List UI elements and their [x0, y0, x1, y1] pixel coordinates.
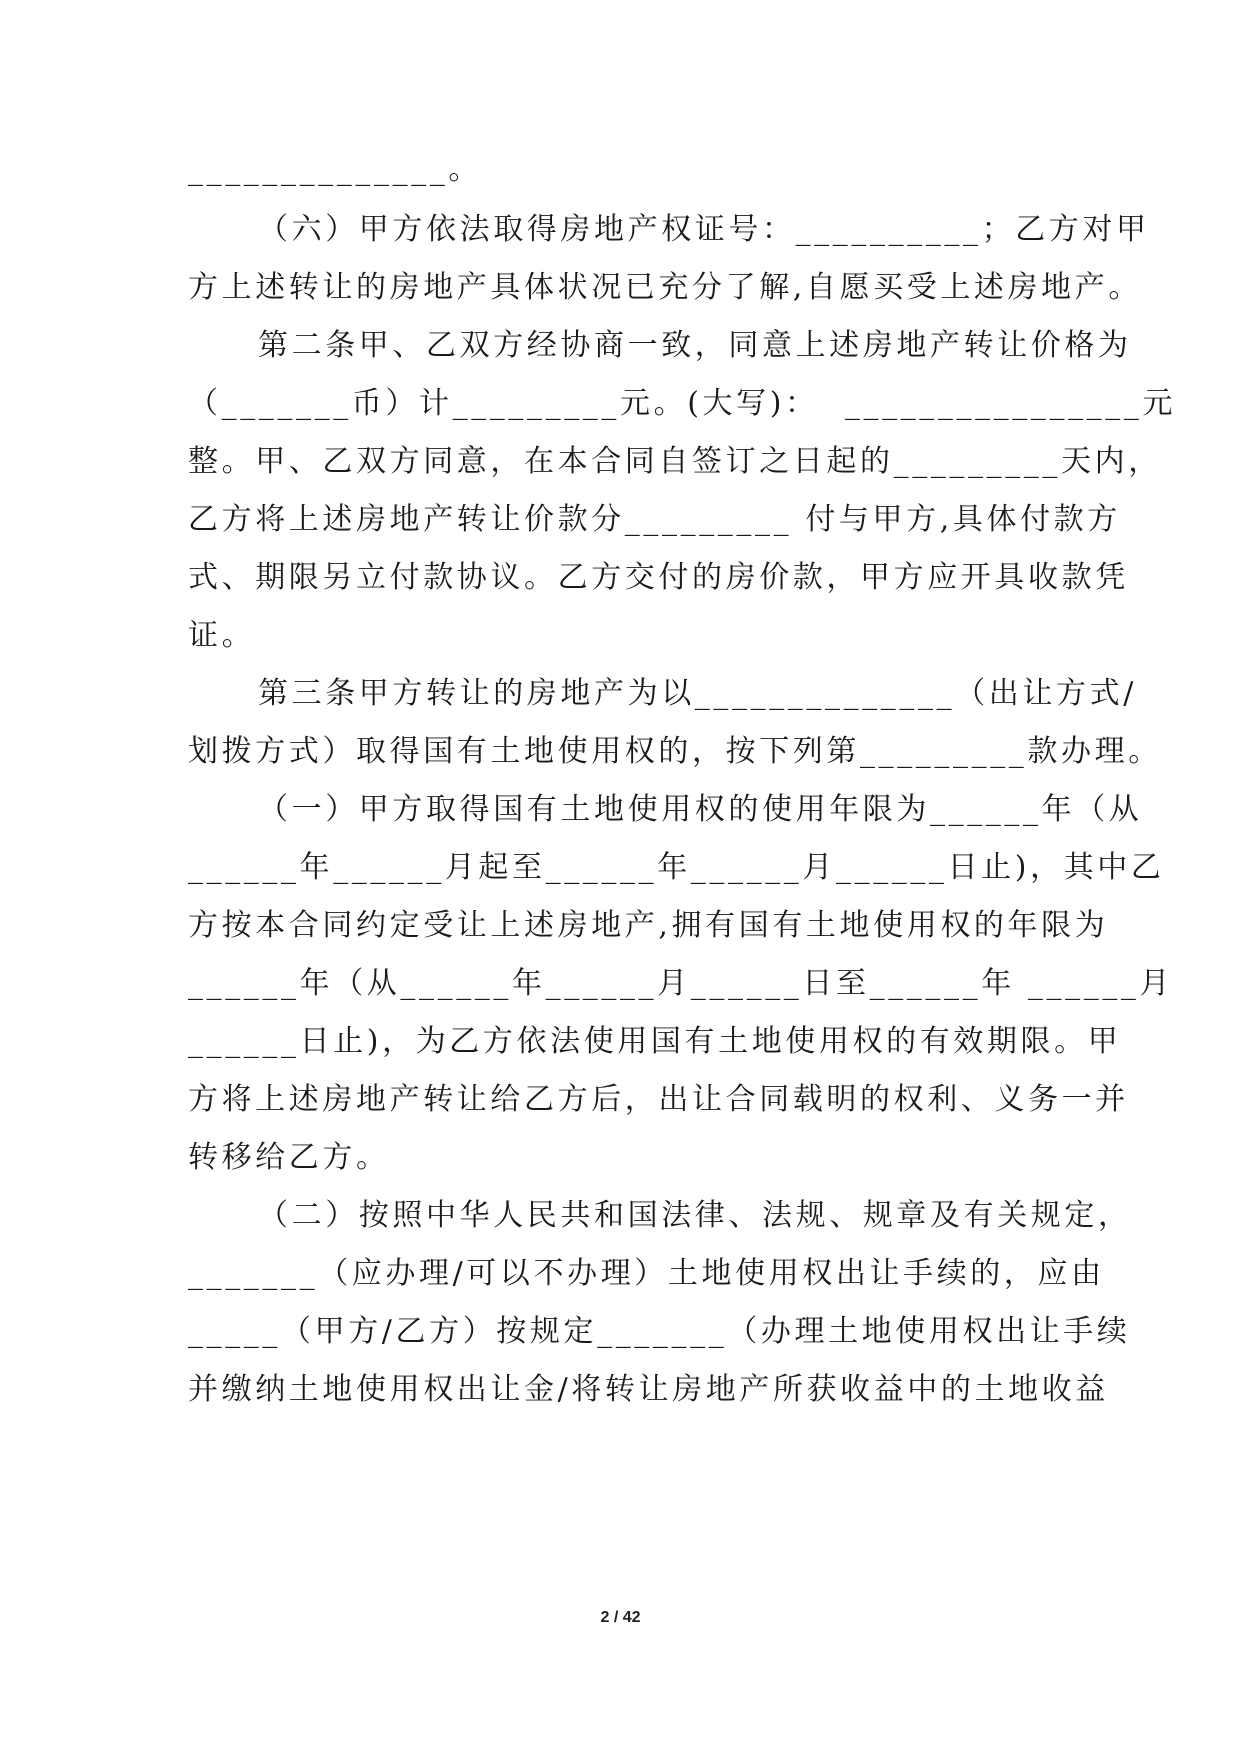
- paragraph-line: ______________。: [188, 152, 482, 187]
- paragraph-line: ______日止)，为乙方依法使用国有土地使用权的有效期限。甲: [188, 1024, 1122, 1059]
- paragraph-line: 方按本合同约定受让上述房地产,拥有国有土地使用权的年限为: [188, 908, 1109, 943]
- paragraph-line: 乙方将上述房地产转让价款分_________ 付与甲方,具体付款方: [188, 502, 1121, 537]
- paragraph-line: 整。甲、乙双方同意，在本合同自签订之日起的_________天内，: [188, 444, 1162, 479]
- paragraph-line: 第三条甲方转让的房地产为以______________（出让方式/: [258, 676, 1137, 711]
- paragraph-line: 方将上述房地产转让给乙方后，出让合同载明的权利、义务一并: [188, 1082, 1129, 1117]
- paragraph-line: （六）甲方依法取得房地产权证号：__________；乙方对甲: [258, 212, 1150, 247]
- paragraph-line: （二）按照中华人民共和国法律、法规、规章及有关规定，: [258, 1198, 1132, 1233]
- paragraph-line: 第二条甲、乙双方经协商一致，同意上述房地产转让价格为: [258, 328, 1132, 363]
- paragraph-line: 式、期限另立付款协议。乙方交付的房价款，甲方应开具收款凭: [188, 560, 1129, 595]
- paragraph-line: （_______币）计_________元。(大写)： ________________元: [188, 386, 1177, 421]
- paragraph-line: ______年（从______年______月______日至______年 ______月: [188, 966, 1174, 1001]
- paragraph-line: 转移给乙方。: [188, 1140, 390, 1175]
- page-number: 2 / 42: [600, 1609, 641, 1626]
- paragraph-line: 并缴纳土地使用权出让金/将转让房地产所获收益中的土地收益: [188, 1372, 1109, 1407]
- paragraph-line: （一）甲方取得国有土地使用权的使用年限为______年（从: [258, 792, 1143, 827]
- paragraph-line: ______年______月起至______年______月______日止)，其中乙: [188, 850, 1165, 885]
- paragraph-line: 证。: [188, 618, 256, 653]
- paragraph-line: _____（甲方/乙方）按规定_______（办理土地使用权出让手续: [188, 1314, 1131, 1349]
- paragraph-line: 划拨方式）取得国有土地使用权的，按下列第_________款办理。: [188, 734, 1162, 769]
- paragraph-line: 方上述转让的房地产具体状况已充分了解,自愿买受上述房地产。: [188, 270, 1142, 305]
- paragraph-line: _______（应办理/可以不办理）土地使用权出让手续的，应由: [188, 1256, 1105, 1291]
